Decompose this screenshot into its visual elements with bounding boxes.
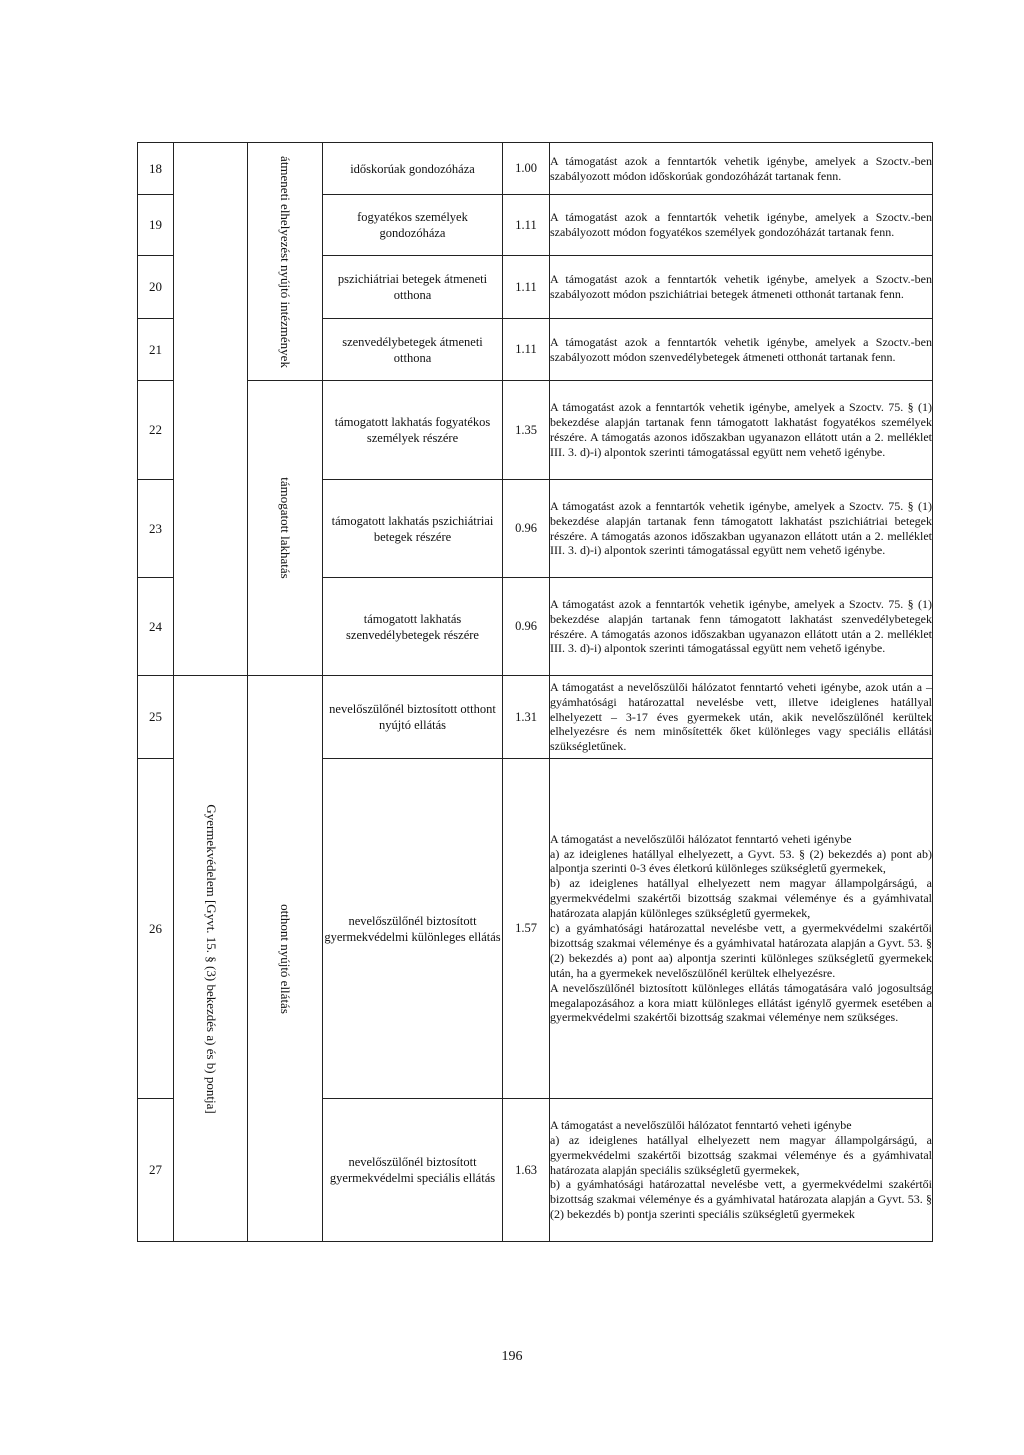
description: A támogatást azok a fenntartók vehetik igénybe, amelyek a Szoctv. 75. § (1) bekezdése alapján tartanak fenn támogatott lakhatást pszichiátriai betegek részére. A támogatás azonos időszakban ugyanazon ellátott után a 2. melléklet III. 3. d)-i) alpontok szerinti támogatással együtt nem vehető igénybe. xyxy=(550,480,933,578)
service-name: támogatott lakhatás pszichiátriai betegek részére xyxy=(323,480,503,578)
description-line: a) az ideiglenes hatállyal elhelyezett, a Gyvt. 53. § (2) bekezdés a) pont ab) alpontja szerinti 0-3 éves életkorú különleges szükségletű gyermekek, xyxy=(550,846,932,876)
description: A támogatást azok a fenntartók vehetik igénybe, amelyek a Szoctv. 75. § (1) bekezdése alapján tartanak fenn támogatott lakhatást szenvedélybetegek részére. A támogatás azonos időszakban ugyanazon ellátott után a 2. melléklet III. 3. d)-i) alpontok szerinti támogatással együtt nem vehető igénybe. xyxy=(550,578,933,676)
page-number: 196 xyxy=(501,1349,523,1364)
subgroup-label: támogatott lakhatás xyxy=(278,477,293,579)
weight-value: 0.96 xyxy=(503,578,550,676)
weight-value: 1.31 xyxy=(503,676,550,759)
description: A támogatást azok a fenntartók vehetik igénybe, amelyek a Szoctv.-ben szabályozott módon szenvedélybetegek átmeneti otthonát tartanak fenn. xyxy=(550,319,933,381)
service-name: nevelőszülőnél biztosított gyermekvédelmi különleges ellátás xyxy=(323,759,503,1099)
weight-value: 0.96 xyxy=(503,480,550,578)
row-number: 25 xyxy=(138,676,174,759)
subgroup-label: otthont nyújtó ellátás xyxy=(278,903,293,1014)
row-number: 24 xyxy=(138,578,174,676)
group-label: Gyermekvédelem [Gyvt. 15. § (3) bekezdés a) és b) pontja] xyxy=(203,803,219,1114)
service-name: nevelőszülőnél biztosított gyermekvédelmi speciális ellátás xyxy=(323,1099,503,1242)
row-number: 27 xyxy=(138,1099,174,1242)
group-cell xyxy=(174,676,248,1242)
description-line: A nevelőszülőnél biztosított különleges ellátás támogatására való jogosultság megalapozásához a kora miatt különleges ellátást igénylő gyermek esetében a gyermekvédelmi szakértői bizottság szakmai véleménye nem szükséges. xyxy=(550,980,932,1025)
service-name: nevelőszülőnél biztosított otthont nyújtó ellátás xyxy=(323,676,503,759)
weight-value: 1.63 xyxy=(503,1099,550,1242)
description: A támogatást azok a fenntartók vehetik igénybe, amelyek a Szoctv.-ben szabályozott módon időskorúak gondozóházát tartanak fenn. xyxy=(550,143,933,195)
allocation-table xyxy=(137,142,933,1242)
weight-value: 1.00 xyxy=(503,143,550,195)
weight-value: 1.11 xyxy=(503,256,550,319)
description-line: a) az ideiglenes hatállyal elhelyezett nem magyar állampolgárságú, a gyermekvédelmi szakértői bizottság szakmai véleménye és a gyámhivatal határozata alapján speciális szükségletű gyermekek, xyxy=(550,1132,932,1177)
subgroup-cell xyxy=(248,143,323,381)
subgroup-cell xyxy=(248,676,323,1242)
table-row xyxy=(138,381,933,480)
table-row xyxy=(138,676,933,759)
description-line: b) az ideiglenes hatállyal elhelyezett nem magyar állampolgárságú, a gyermekvédelmi szakértői bizottság szakmai véleménye és a gyámhivatal határozata alapján különleges szükségletű gyermekek, xyxy=(550,876,932,921)
service-name: pszichiátriai betegek átmeneti otthona xyxy=(323,256,503,319)
description: A támogatást a nevelőszülői hálózatot fenntartó veheti igénybe, azok után a – gyámhatósági határozattal nevelésbe vett, illetve ideiglenes hatállyal elhelyezett – 3-17 éves gyermekek után, akik nevelőszülőnél kerültek elhelyezésre és nem minősítették őket különleges vagy speciális ellátási szükségletűnek. xyxy=(550,676,933,759)
description: A támogatást azok a fenntartók vehetik igénybe, amelyek a Szoctv.-ben szabályozott módon pszichiátriai betegek átmeneti otthonát tartanak fenn. xyxy=(550,256,933,319)
row-number: 26 xyxy=(138,759,174,1099)
service-name: támogatott lakhatás szenvedélybetegek részére xyxy=(323,578,503,676)
weight-value: 1.11 xyxy=(503,195,550,256)
service-name: szenvedélybetegek átmeneti otthona xyxy=(323,319,503,381)
row-number: 21 xyxy=(138,319,174,381)
row-number: 22 xyxy=(138,381,174,480)
description xyxy=(550,759,933,1099)
description-line: b) a gyámhatósági határozattal nevelésbe vett, a gyermekvédelmi szakértői bizottság szakmai véleménye és a gyámhivatal határozata alapján a Gyvt. 53. § (2) bekezdés b) pontja szerinti speciális szükségletű gyermekek xyxy=(550,1177,932,1222)
subgroup-label: átmeneti elhelyezést nyújtó intézmények xyxy=(278,155,293,368)
row-number: 19 xyxy=(138,195,174,256)
table-row xyxy=(138,143,933,195)
service-name: támogatott lakhatás fogyatékos személyek részére xyxy=(323,381,503,480)
description-line: A támogatást a nevelőszülői hálózatot fenntartó veheti igénybe xyxy=(550,1117,852,1132)
subgroup-cell xyxy=(248,381,323,676)
description-line: c) a gyámhatósági határozattal nevelésbe vett, a gyermekvédelmi szakértői bizottság szakmai véleménye és a gyámhivatal határozata alapján a Gyvt. 53. § (2) bekezdés a) pont aa) alpontja szerinti különleges szükségletű gyermekek után, ha a gyermekek nevelőszülőnél kerültek elhelyezésre. xyxy=(550,921,932,980)
row-number: 18 xyxy=(138,143,174,195)
weight-value: 1.35 xyxy=(503,381,550,480)
description xyxy=(550,1099,933,1242)
service-name: időskorúak gondozóháza xyxy=(323,143,503,195)
row-number: 23 xyxy=(138,480,174,578)
weight-value: 1.57 xyxy=(503,759,550,1099)
service-name: fogyatékos személyek gondozóháza xyxy=(323,195,503,256)
weight-value: 1.11 xyxy=(503,319,550,381)
row-number: 20 xyxy=(138,256,174,319)
description-line: A támogatást a nevelőszülői hálózatot fenntartó veheti igénybe xyxy=(550,831,852,846)
group-cell-empty xyxy=(174,143,248,676)
description: A támogatást azok a fenntartók vehetik igénybe, amelyek a Szoctv.-ben szabályozott módon fogyatékos személyek gondozóházát tartanak fenn. xyxy=(550,195,933,256)
description: A támogatást azok a fenntartók vehetik igénybe, amelyek a Szoctv. 75. § (1) bekezdése alapján tartanak fenn támogatott lakhatást fogyatékos személyek részére. A támogatás azonos időszakban ugyanazon ellátott után a 2. melléklet III. 3. d)-i) alpontok szerinti támogatással együtt nem vehető igénybe. xyxy=(550,381,933,480)
